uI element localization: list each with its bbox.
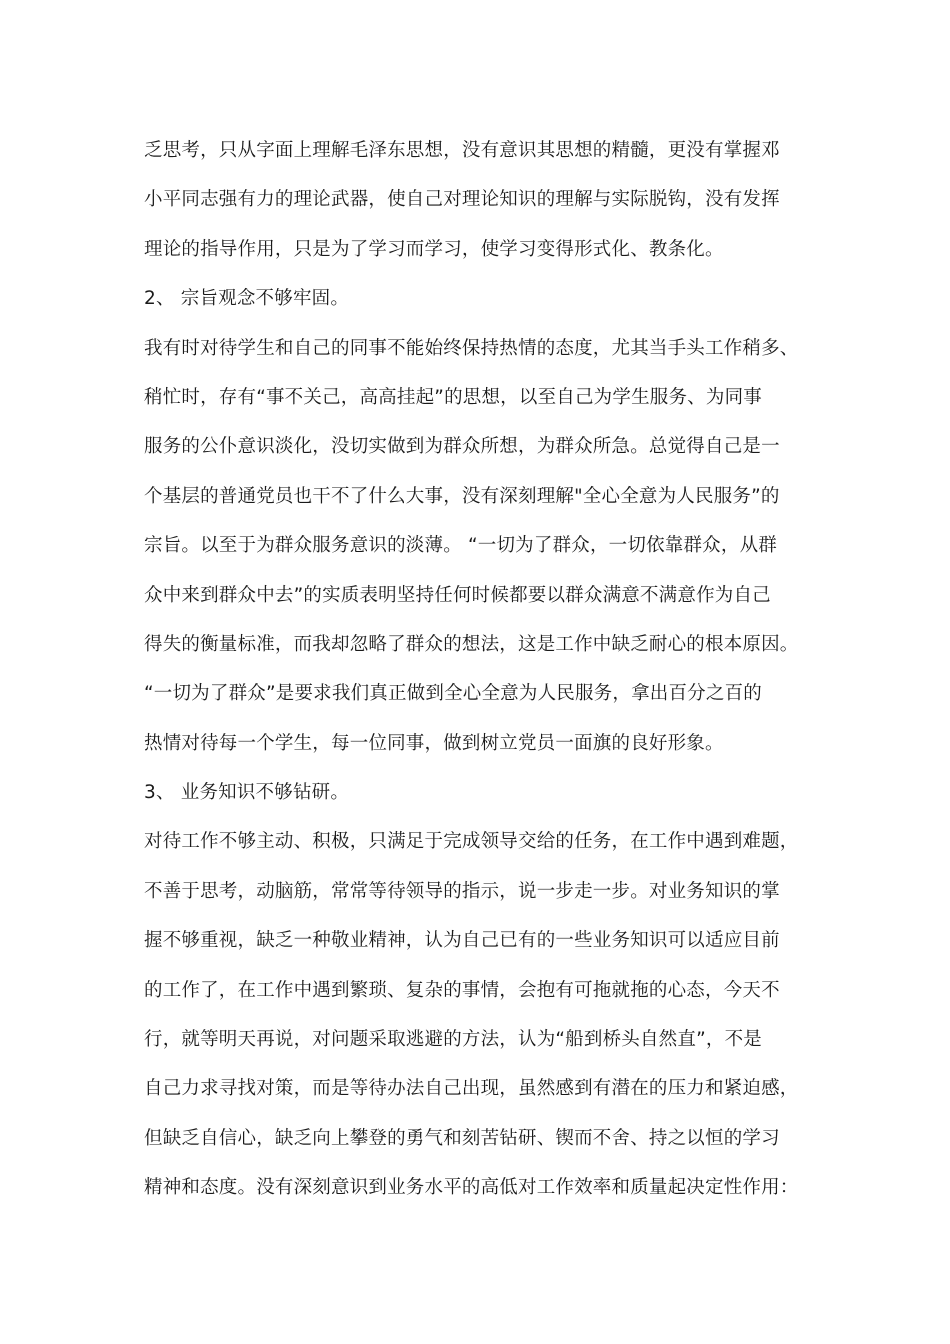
text-line: 热情对待每一个学生，每一位同事，做到树立党员一面旗的良好形象。 <box>144 732 724 754</box>
text-line: 得失的衡量标准，而我却忽略了群众的想法，这是工作中缺乏耐心的根本原因。 <box>144 633 799 655</box>
text-line: 不善于思考，动脑筋，常常等待领导的指示，说一步走一步。对业务知识的掌 <box>144 880 780 902</box>
text-line: 小平同志强有力的理论武器，使自己对理论知识的理解与实际脱钩，没有发挥 <box>144 189 780 211</box>
text-line: 众中来到群众中去”的实质表明坚持任何时候都要以群众满意不满意作为自己 <box>144 584 771 606</box>
section-heading: 3、 业务知识不够钻研。 <box>144 782 350 804</box>
text-line: 我有时对待学生和自己的同事不能始终保持热情的态度，尤其当手头工作稍多、 <box>144 337 799 359</box>
text-line: 的工作了，在工作中遇到繁琐、复杂的事情，会抱有可拖就拖的心态，今天不 <box>144 979 780 1001</box>
text-line: 对待工作不够主动、积极，只满足于完成领导交给的任务，在工作中遇到难题， <box>144 831 799 853</box>
text-line: 宗旨。以至于为群众服务意识的淡薄。 “一切为了群众，一切依靠群众，从群 <box>144 535 777 557</box>
text-line: 理论的指导作用，只是为了学习而学习，使学习变得形式化、教条化。 <box>144 238 724 260</box>
text-line: “一切为了群众”是要求我们真正做到全心全意为人民服务，拿出百分之百的 <box>144 683 762 705</box>
text-line: 行，就等明天再说，对问题采取逃避的方法，认为“船到桥头自然直”，不是 <box>144 1029 762 1051</box>
text-line: 精神和态度。没有深刻意识到业务水平的高低对工作效率和质量起决定性作用： <box>144 1177 799 1199</box>
text-line: 乏思考，只从字面上理解毛泽东思想，没有意识其思想的精髓，更没有掌握邓 <box>144 140 780 161</box>
text-line: 个基层的普通党员也干不了什么大事，没有深刻理解"全心全意为人民服务”的 <box>144 485 780 507</box>
text-line: 自己力求寻找对策，而是等待办法自己出现，虽然感到有潜在的压力和紧迫感， <box>144 1078 799 1100</box>
section-heading: 2、 宗旨观念不够牢固。 <box>144 288 350 310</box>
body-text <box>144 133 814 1220</box>
text-line: 服务的公仆意识淡化，没切实做到为群众所想，为群众所急。总觉得自己是一 <box>144 436 780 458</box>
text-line: 但缺乏自信心，缺乏向上攀登的勇气和刻苦钻研、锲而不舍、持之以恒的学习 <box>144 1127 780 1149</box>
text-line: 握不够重视，缺乏一种敬业精神，认为自己已有的一些业务知识可以适应目前 <box>144 930 780 952</box>
text-line: 稍忙时，存有“事不关己，高高挂起”的思想，以至自己为学生服务、为同事 <box>144 386 762 408</box>
